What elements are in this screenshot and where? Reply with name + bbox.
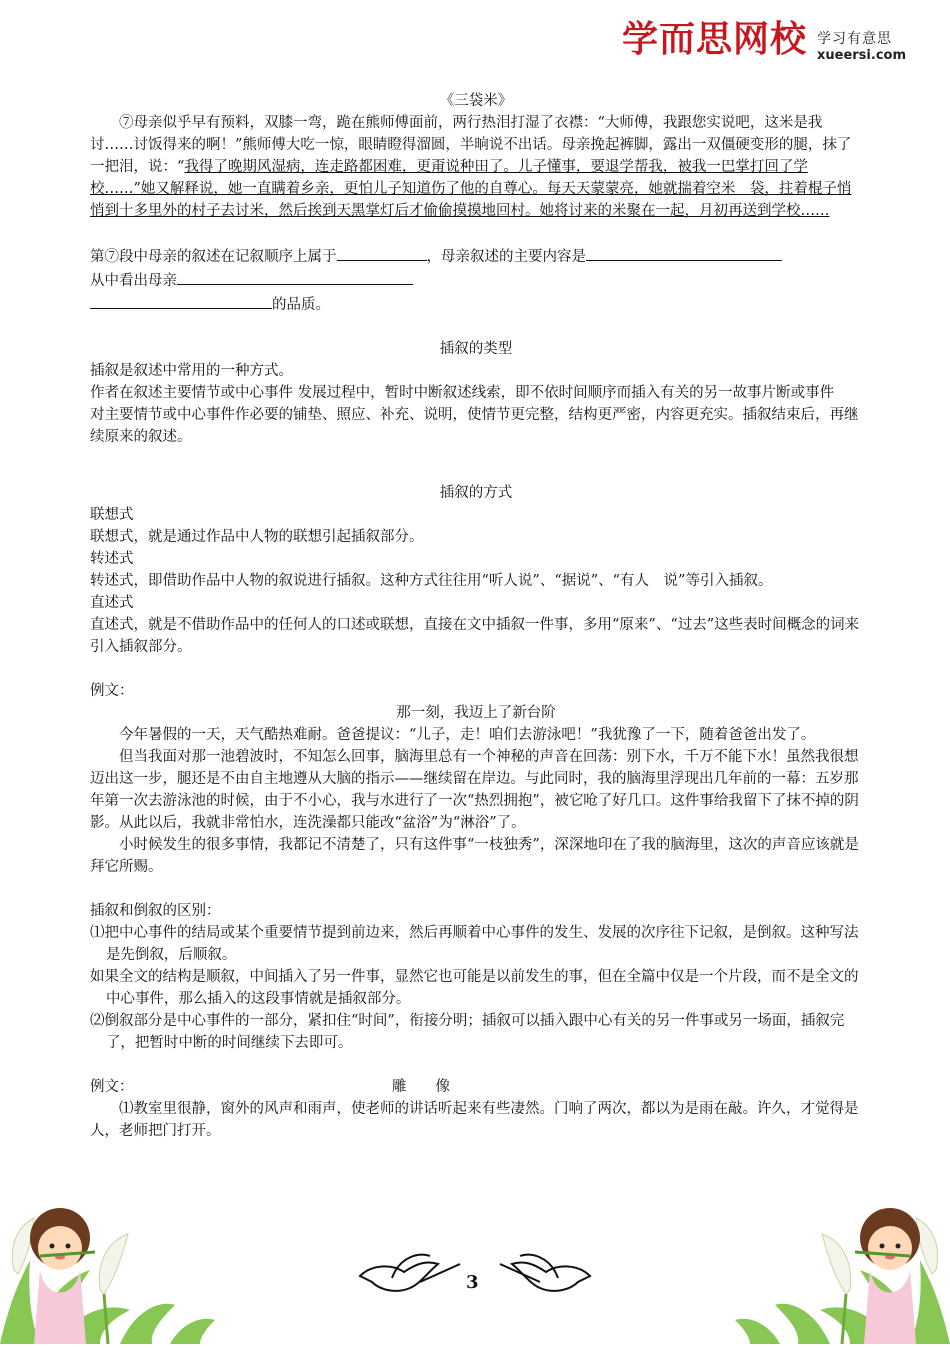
- section-title-methods: 插叙的方式: [439, 485, 513, 501]
- types-line-1: 插叙是叙述中常用的一种方式。: [90, 363, 293, 379]
- example2-paragraph: ⑴教室里很静，窗外的风声和雨声，使老师的讲话听起来有些凄然。门响了两次，都以为是雨在敲。许久，才觉得是人，老师把门打开。: [90, 1101, 859, 1139]
- method-name-3: 直述式: [90, 595, 134, 611]
- document-body: [90, 90, 862, 1142]
- question-line-2: [90, 268, 862, 292]
- example-title-2: 雕 像: [392, 1079, 450, 1095]
- method-name-2: 转述式: [90, 551, 134, 567]
- section-title-difference: 插叙和倒叙的区别：: [90, 903, 221, 919]
- section-title-types: 插叙的类型: [439, 341, 513, 357]
- logo-main-text: 学而思网校: [622, 19, 808, 60]
- question-part-2: ，母亲叙述的主要内容是: [426, 249, 586, 265]
- example-label-2: 例文：: [90, 1079, 134, 1095]
- method-desc-2: 转述式，即借助作品中人物的叙说进行插叙。这种方式往往用“听人说”、“据说”、“有人 说”等引入插叙。: [90, 573, 773, 589]
- question-part-4: 的品质。: [272, 297, 330, 313]
- example-title-1: 那一刻，我迈上了新台阶: [396, 705, 556, 721]
- answer-blank-3[interactable]: [177, 268, 413, 285]
- question-line-3: [90, 292, 862, 316]
- method-desc-1: 联想式，就是通过作品中人物的联想引起插叙部分。: [90, 529, 424, 545]
- example2-header: [90, 1076, 862, 1098]
- method-desc-3: 直述式，就是不借助作品中的任何人的口述或联想，直接在文中插叙一件事，多用“原来”、“过去”这些表时间概念的词来引入插叙部分。: [90, 617, 860, 655]
- types-line-3: 对主要情节或中心事件作必要的铺垫、照应、补充、说明，使情节更完整，结构更严密，内容更充实。插叙结束后，再继续原来的叙述。: [90, 407, 859, 445]
- logo-url: xueersi.com: [817, 48, 907, 63]
- page-number: 3: [466, 1272, 479, 1293]
- question-line-1: [90, 244, 862, 268]
- difference-line-3: ⑵倒叙部分是中心事件的一部分，紧扣住“时间”，衔接分明；插叙可以插入跟中心有关的另一件事或另一场面，插叙完了，把暂时中断的时间继续下去即可。: [90, 1013, 845, 1051]
- footer-decoration: [0, 1160, 950, 1344]
- xueersi-logo: [622, 18, 922, 74]
- question-part-3: 从中看出母亲: [90, 273, 177, 289]
- method-name-1: 联想式: [90, 507, 134, 523]
- difference-line-1: ⑴把中心事件的结局或某个重要情节提到前边来，然后再顺着中心事件的发生、发展的次序往下记叙，是倒叙。这种写法是先倒叙，后顺叙。: [90, 925, 859, 963]
- example-label-1: 例文：: [90, 683, 134, 699]
- example1-paragraph: 今年暑假的一天，天气酷热难耐。爸爸提议：“儿子，走！咱们去游泳吧！”我犹豫了一下，随着爸爸出发了。: [119, 727, 816, 743]
- story-paragraph-plain: ⑦母亲似乎早有预料，双膝一弯，跪在熊师傅面前，两行热泪打湿了衣襟：“大师傅，我跟您实说吧，这米是我讨……讨饭得来的啊！”熊师傅大吃一惊，眼睛瞪得溜圆，半晌说不出话。母亲挽起裤脚，露出一双僵硬变形的腿，抹了一把泪，说：“: [90, 115, 852, 175]
- story-paragraph-underlined: 我得了晚期风湿病，连走路都困难，更甭说种田了。儿子懂事，要退学帮我，被我一巴掌打回了学校……”她又解释说，她一直瞒着乡亲，更怕儿子知道伤了他的自尊心。每天天蒙蒙亮，她就揣着空米 袋，拄着棍子悄悄到十多里外的村子去讨米，然后挨到天黑掌灯后才偷偷摸摸地回村。她将讨来的米聚在一起，月初再送到学校……: [90, 159, 852, 219]
- story-title: 《三袋米》: [439, 93, 513, 109]
- answer-blank-4[interactable]: [90, 292, 272, 309]
- story-paragraph-7: [90, 112, 862, 222]
- answer-blank-2[interactable]: [586, 244, 782, 261]
- difference-line-2: 如果全文的结构是顺叙，中间插入了另一件事，显然它也可能是以前发生的事，但在全篇中仅是一个片段，而不是全文的中心事件，那么插入的这段事情就是插叙部分。: [90, 969, 859, 1007]
- answer-blank-1[interactable]: [337, 244, 427, 261]
- page-footer: [0, 1160, 950, 1344]
- logo-tagline: 学习有意思: [817, 31, 892, 47]
- types-line-2: 作者在叙述主要情节或中心事件 发展过程中，暂时中断叙述线索，即不依时间顺序而插入有关的另一故事片断或事件: [90, 385, 835, 401]
- example1-paragraph: 小时候发生的很多事情，我都记不清楚了，只有这件事“一枝独秀”，深深地印在了我的脑海里，这次的声音应该就是拜它所赐。: [90, 837, 859, 875]
- question-part-1: 第⑦段中母亲的叙述在记叙顺序上属于: [90, 249, 337, 265]
- example1-paragraph: 但当我面对那一池碧波时，不知怎么回事，脑海里总有一个神秘的声音在回荡：别下水，千万不能下水！虽然我很想迈出这一步，腿还是不由自主地遵从大脑的指示——继续留在岸边。与此同时，我的脑海里浮现出几年前的一幕：五岁那年第一次去游泳池的时候，由于不小心，我与水进行了一次“热烈拥抱”，被它呛了好几口。这件事给我留下了抹不掉的阴影。从此以后，我就非常怕水，连洗澡都只能改“盆浴”为“淋浴”了。: [90, 749, 859, 831]
